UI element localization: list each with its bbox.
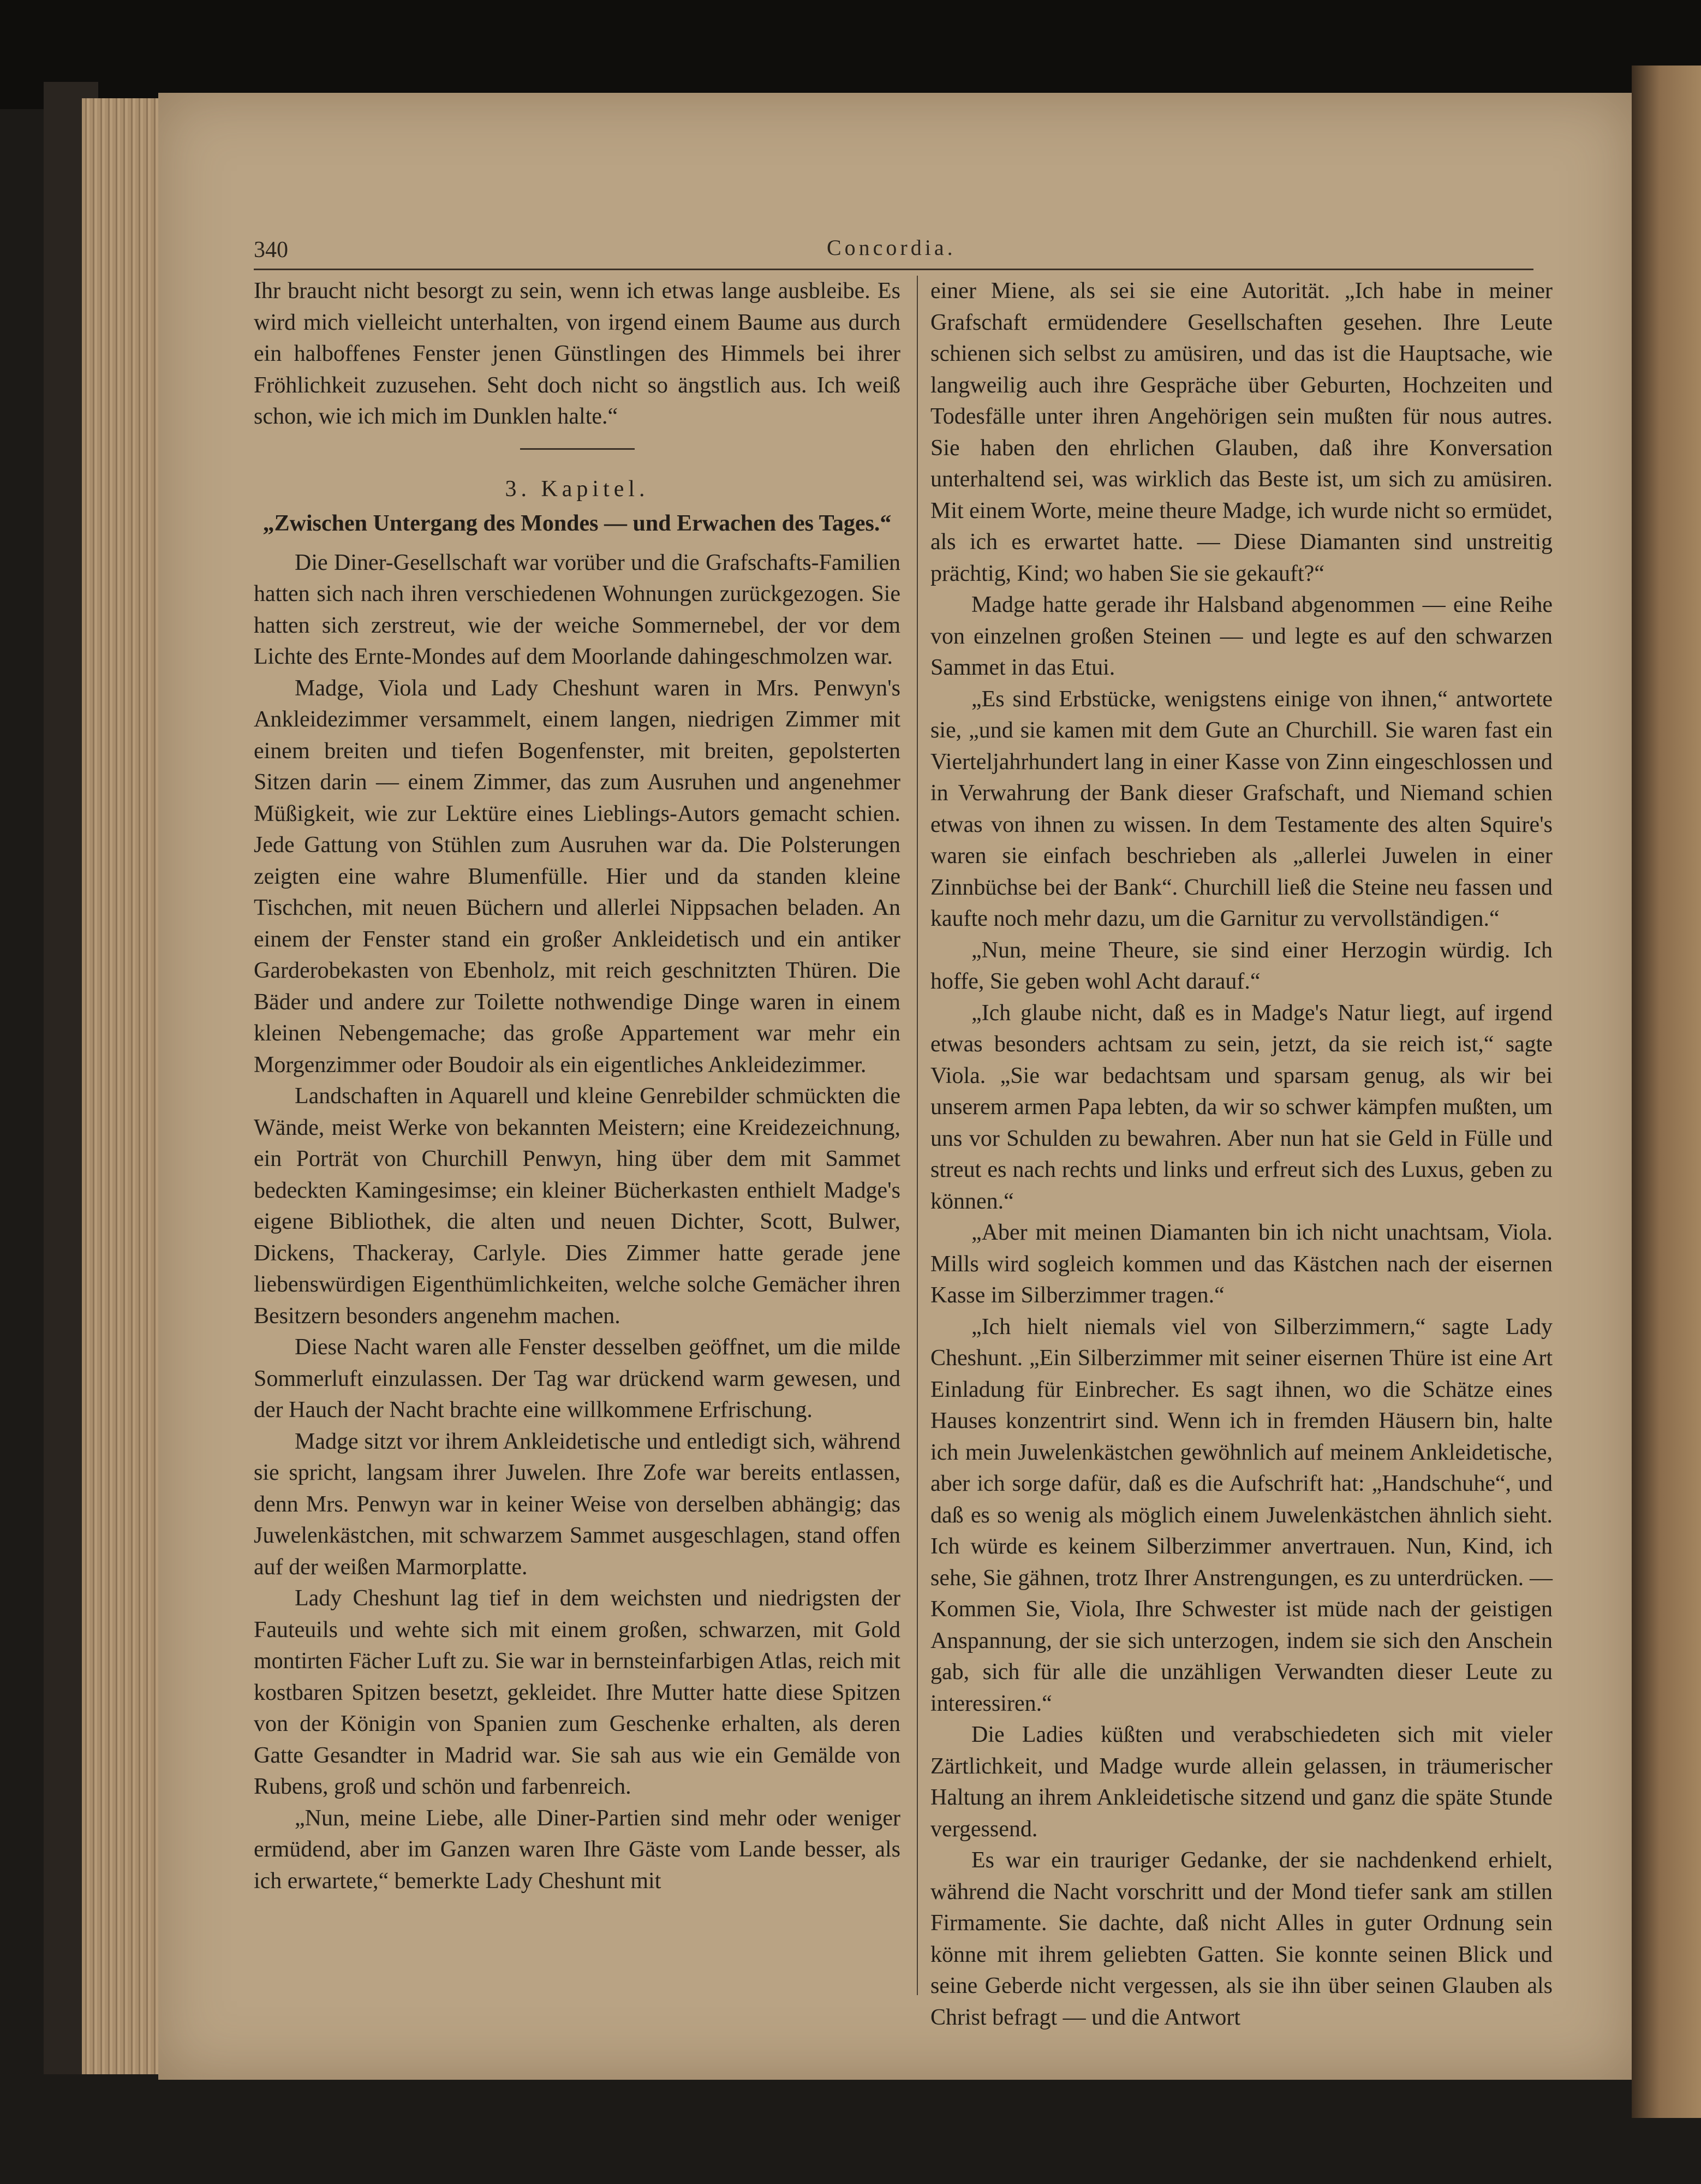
- paragraph: „Nun, meine Liebe, alle Diner-Partien sind mehr oder weniger ermüdend, aber im Ganzen waren Ihre Gäste vom Lande besser, als ich erwartete,“ bemerkte Lady Cheshunt mit: [254, 1805, 900, 1894]
- paragraph: Madge, Viola und Lady Cheshunt waren in Mrs. Penwyn's Ankleidezimmer versammelt, einem langen, niedrigen Zimmer mit einem breiten und tiefen Bogenfenster, mit breiten, gepolsterten Sitzen darin — einem Zimmer, das zum Ausruhen und angenehmer Müßigkeit, wie zur Lektüre eines Lieblings-Autors gemacht schien. Jede Gattung von Stühlen zum Ausruhen war da. Die Polsterungen zeigten eine wahre Blumenfülle. Hier und da standen kleine Tischchen, mit neuen Büchern und allerlei Nippsachen beladen. An einem der Fenster stand ein großer Ankleidetisch und ein antiker Garderobekasten von Ebenholz, mit reich geschnitzten Thüren. Die Bäder und andere zur Toilette nothwendige Dinge waren in einem kleinen Nebengemache; das große Appartement war mehr ein Morgenzimmer oder Boudoir als ein eigentliches Ankleidezimmer.: [254, 675, 900, 1078]
- chapter-number: 3. Kapitel.: [505, 476, 649, 502]
- page-number: 340: [254, 237, 288, 263]
- paragraph: Madge hatte gerade ihr Halsband abgenommen — eine Reihe von einzelnen großen Steinen — und legte es auf den schwarzen Sammet in das Etui.: [930, 592, 1553, 680]
- paragraph: „Ich glaube nicht, daß es in Madge's Natur liegt, auf irgend etwas besonders achtsam zu sein, jetzt, da sie reich ist,“ sagte Viola. „Sie war bedachtsam und sparsam genug, als wir bei unserem armen Papa lebten, da wir so schwer kämpfen mußten, um uns vor Schulden zu bewahren. Aber nun hat sie Geld in Fülle und streut es nach rechts und links und erfreut sich des Luxus, geben zu können.“: [930, 1000, 1553, 1214]
- paragraph: Ihr braucht nicht besorgt zu sein, wenn ich etwas lange ausbleibe. Es wird mich vielleicht unterhalten, von irgend einem Baume aus durch ein halboffenes Fenster jenen Günstlingen des Himmels bei ihrer Fröhlichkeit zuzusehen. Seht doch nicht so ängstlich aus. Ich weiß schon, wie ich mich im Dunklen halte.“: [254, 278, 900, 429]
- page-header: [254, 235, 1533, 267]
- facing-page-edge: [1632, 66, 1701, 2118]
- paragraph: Es war ein trauriger Gedanke, der sie nachdenkend erhielt, während die Nacht vorschritt und der Mond tiefer sank am stillen Firmamente. Sie dachte, daß nicht Alles in guter Ordnung sein könne mit ihrem geliebten Gatten. Sie konnte seinen Blick und seine Geberde nicht vergessen, als sie ihn über seinen Glauben als Christ befragt — und die Antwort: [930, 1848, 1553, 2030]
- paragraph: „Aber mit meinen Diamanten bin ich nicht unachtsam, Viola. Mills wird sogleich kommen und das Kästchen nach der eisernen Kasse im Silberzimmer tragen.“: [930, 1220, 1553, 1308]
- paragraph: „Nun, meine Theure, sie sind einer Herzogin würdig. Ich hoffe, Sie geben wohl Acht darauf.“: [930, 937, 1553, 994]
- paragraph: Die Diner-Gesellschaft war vorüber und die Grafschafts-Familien hatten sich nach ihren verschiedenen Wohnungen zurückgezogen. Sie hatten sich zerstreut, wie der weiche Sommernebel, der vor dem Lichte des Ernte-Mondes auf dem Moorlande dahingeschmolzen war.: [254, 550, 900, 669]
- paragraph: einer Miene, als sei sie eine Autorität. „Ich habe in meiner Grafschaft ermüdendere Gesellschaften gesehen. Ihre Leute schienen sich selbst zu amüsiren, und das ist die Hauptsache, wie langweilig auch ihre Gespräche über Geburten, Hochzeiten und Todesfälle unter ihren Angehörigen sein mußten für nous autres. Sie haben den ehrlichen Glauben, daß ihre Konversation unterhaltend sei, was wirklich das Beste ist, um sich zu amüsiren. Mit einem Worte, meine theure Madge, ich wurde nicht so ermüdet, als ich es erwartet hatte. — Diese Diamanten sind unstreitig prächtig, Kind; wo haben Sie sie gekauft?“: [930, 278, 1553, 586]
- paragraph: Landschaften in Aquarell und kleine Genrebilder schmückten die Wände, meist Werke von bekannten Meistern; eine Kreidezeichnung, ein Porträt von Churchill Penwyn, hing über dem mit Sammet bedeckten Kamingesimse; ein kleiner Bücherkasten enthielt Madge's eigene Bibliothek, die alten und neuen Dichter, Scott, Bulwer, Dickens, Thackeray, Carlyle. Dies Zimmer hatte gerade jene liebenswürdigen Eigenthümlichkeiten, welche solche Gemächer ihren Besitzern besonders angenehm machen.: [254, 1084, 900, 1329]
- paragraph: „Es sind Erbstücke, wenigstens einige von ihnen,“ antwortete sie, „und sie kamen mit dem Gute an Churchill. Sie waren fast ein Vierteljahrhundert lang in einer Kasse von Zinn eingeschlossen und in Verwahrung der Bank dieser Grafschaft, und Niemand schien etwas von ihnen zu wissen. In dem Testamente des alten Squire's waren sie einfach beschrieben als „allerlei Juwelen in einer Zinnbüchse bei der Bank“. Churchill ließ die Steine neu fassen und kaufte noch mehr dazu, um die Garnitur zu vervollständigen.“: [930, 686, 1553, 931]
- chapter-title: „Zwischen Untergang des Mondes — und Erwachen des Tages.“: [262, 511, 892, 536]
- column-divider: [917, 276, 918, 1995]
- section-separator: [520, 448, 635, 450]
- paragraph: Diese Nacht waren alle Fenster desselben geöffnet, um die milde Sommerluft einzulassen. Der Tag war drückend warm gewesen, und der Hauch der Nacht brachte eine willkommene Erfrischung.: [254, 1335, 900, 1423]
- paragraph: Die Ladies küßten und verabschiedeten sich mit vieler Zärtlichkeit, und Madge wurde allein gelassen, in träumerischer Haltung an ihrem Ankleidetische sitzend und ganz die späte Stunde vergessend.: [930, 1722, 1553, 1842]
- paragraph: Lady Cheshunt lag tief in dem weichsten und niedrigsten der Fauteuils und wehte sich mit einem großen, schwarzen, mit Gold montirten Fächer Luft zu. Sie war in bernsteinfarbigen Atlas, reich mit kostbaren Spitzen besetzt, gekleidet. Ihre Mutter hatte diese Spitzen von der Königin von Spanien zum Geschenke erhalten, als deren Gatte Gesandter in Madrid war. Sie sah aus wie ein Gemälde von Rubens, groß und schön und farbenreich.: [254, 1586, 900, 1799]
- header-rule: [254, 269, 1533, 270]
- paragraph: „Ich hielt niemals viel von Silberzimmern,“ sagte Lady Cheshunt. „Ein Silberzimmer mit seiner eisernen Thüre ist eine Art Einladung für Einbrecher. Es sagt ihnen, wo die Schätze eines Hauses konzentrirt sind. Wenn ich in fremden Häusern bin, halte ich mein Juwelenkästchen gewöhnlich auf meinem Ankleidetische, aber ich sorge dafür, daß es die Aufschrift hat: „Handschuhe“, und daß es so wenig als möglich einem Juwelenkästchen ähnlich sieht. Ich würde es keinem Silberzimmer anvertrauen. Nun, Kind, ich sehe, Sie gähnen, trotz Ihrer Anstrengungen, es zu unterdrücken. — Kommen Sie, Viola, Ihre Schwester ist müde nach der geistigen Anspannung, der sie sich unterzogen, indem sie sich den Anschein gab, sich für alle die unzähligen Verwandten dieser Leute zu interessiren.“: [930, 1314, 1553, 1716]
- left-column: [254, 276, 900, 1897]
- right-column: [930, 276, 1553, 2033]
- paragraph: Madge sitzt vor ihrem Ankleidetische und entledigt sich, während sie spricht, langsam ihrer Juwelen. Ihre Zofe war bereits entlassen, denn Mrs. Penwyn war in keiner Weise von derselben abhängig; das Juwelenkästchen, mit schwarzem Sammet ausgeschlagen, stand offen auf der weißen Marmorplatte.: [254, 1429, 900, 1580]
- running-title: Concordia.: [827, 235, 956, 260]
